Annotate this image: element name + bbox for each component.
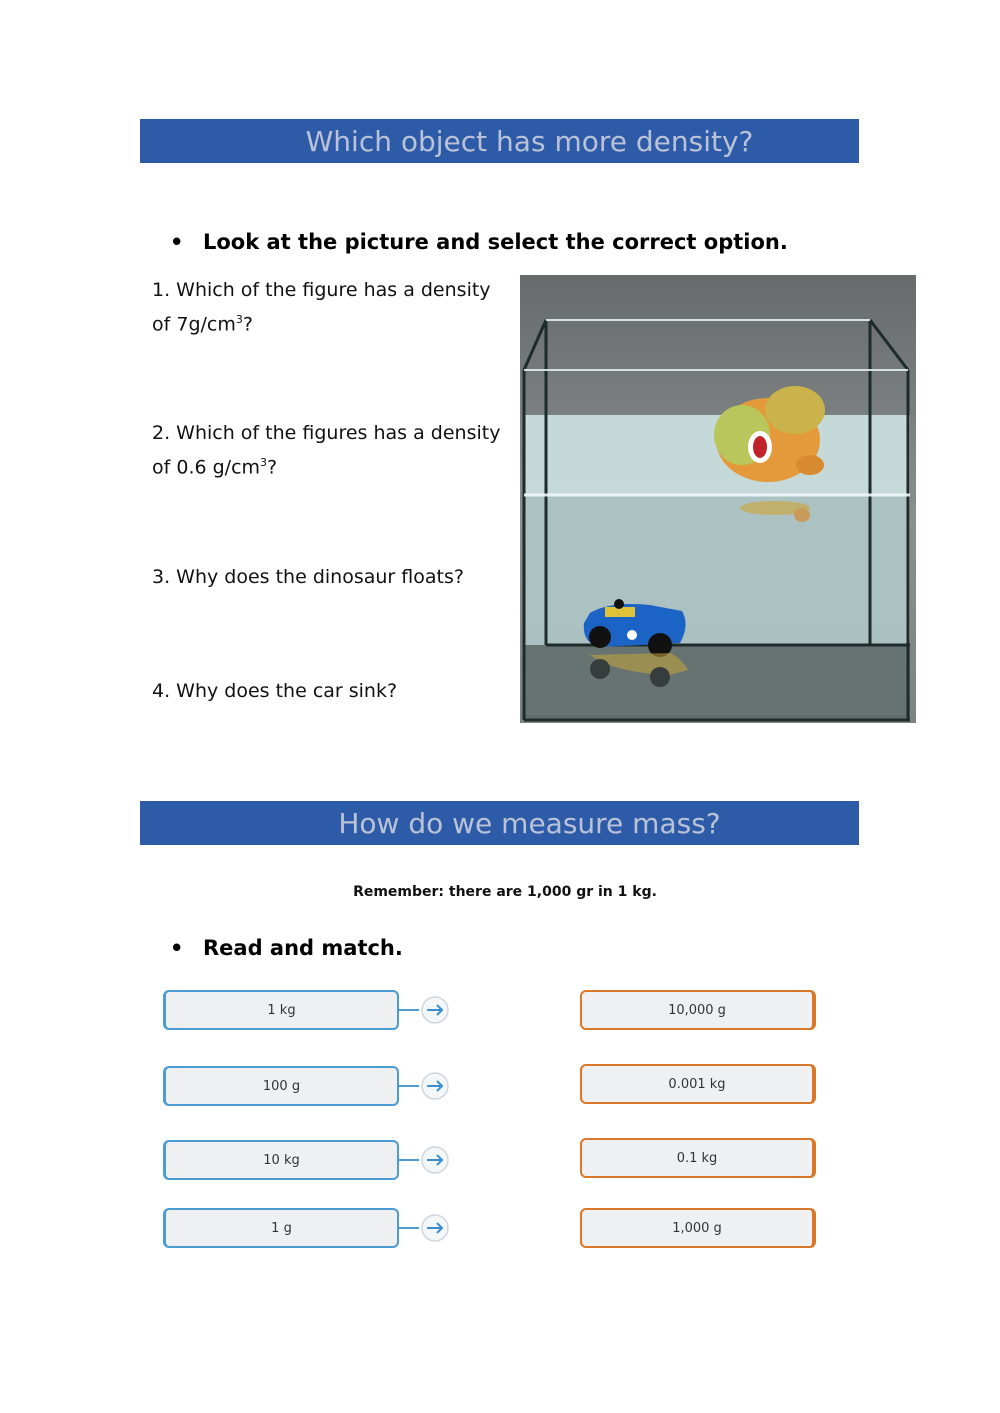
match-right-2-label: 0.001 kg	[668, 1076, 726, 1092]
question-3	[152, 563, 512, 592]
question-4	[152, 677, 512, 706]
match-left-2-label: 100 g	[262, 1078, 301, 1094]
match-left-1[interactable]	[163, 990, 399, 1030]
arrow-right-icon[interactable]	[399, 996, 459, 1026]
remember-note: Remember: there are 1,000 gr in 1 kg.	[353, 884, 657, 900]
instruction-text: Look at the picture and select the correct option.	[203, 230, 788, 254]
instruction-select-option	[170, 230, 788, 254]
tank-bottom	[524, 645, 910, 720]
question-1	[152, 276, 512, 339]
question-2-line1: 2. Which of the figures has a density	[152, 422, 501, 444]
match-right-1-label: 10,000 g	[668, 1002, 726, 1018]
aquarium-illustration	[520, 275, 916, 723]
match-right-1[interactable]	[580, 990, 816, 1030]
match-right-3-label: 0.1 kg	[676, 1150, 718, 1166]
question-2	[152, 419, 512, 482]
match-left-1-label: 1 kg	[267, 1002, 296, 1018]
question-1-end: ?	[242, 313, 253, 336]
arrow-right-icon[interactable]	[399, 1146, 459, 1176]
match-left-3[interactable]	[163, 1140, 399, 1180]
arrow-right-icon[interactable]	[399, 1214, 459, 1244]
question-2-end: ?	[267, 456, 278, 479]
water-mid	[524, 495, 910, 645]
question-1-text: of 7g/cm	[152, 313, 236, 336]
section-title-mass	[140, 801, 859, 845]
match-left-2[interactable]	[163, 1066, 399, 1106]
match-right-3[interactable]	[580, 1138, 816, 1178]
question-4-line1: 4. Why does the car sink?	[152, 680, 398, 702]
question-3-line1: 3. Why does the dinosaur floats?	[152, 566, 464, 588]
match-right-2[interactable]	[580, 1064, 816, 1104]
bullet-icon: •	[170, 230, 184, 254]
question-2-sup: 3	[260, 456, 268, 469]
question-2-text: of 0.6 g/cm	[152, 456, 261, 479]
match-right-4-label: 1,000 g	[672, 1220, 722, 1236]
section-title-mass-text: How do we measure mass?	[338, 806, 721, 840]
instruction-text: Read and match.	[203, 936, 403, 960]
match-left-3-label: 10 kg	[263, 1152, 300, 1168]
question-1-sup: 3	[235, 313, 243, 326]
question-2-line2	[152, 448, 512, 482]
section-title-density-text: Which object has more density?	[305, 124, 754, 158]
question-1-line2	[152, 305, 512, 339]
match-left-4-label: 1 g	[271, 1220, 292, 1236]
arrow-right-icon[interactable]	[399, 1072, 459, 1102]
instruction-read-match	[170, 936, 403, 960]
section-title-density	[140, 119, 859, 163]
question-1-line1: 1. Which of the figure has a density	[152, 279, 491, 301]
aquarium-picture	[520, 275, 916, 723]
bullet-icon: •	[170, 936, 184, 960]
match-left-4[interactable]	[163, 1208, 399, 1248]
dinosaur-toy	[714, 386, 825, 482]
match-right-4[interactable]	[580, 1208, 816, 1248]
